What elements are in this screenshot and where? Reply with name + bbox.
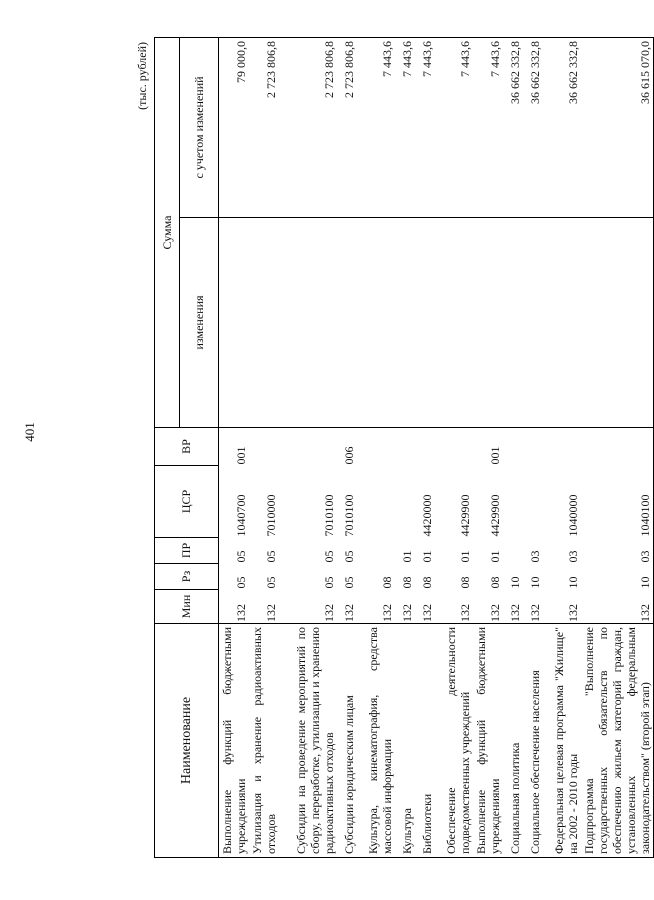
table-row <box>249 37 279 857</box>
row-name: Библиотеки <box>415 624 435 858</box>
table-row <box>395 37 415 857</box>
row-name: Федеральная целевая программа "Жилище" на 2002 - 2010 годы <box>543 624 581 858</box>
header-min: Мин <box>155 590 219 624</box>
row-rz: 05 <box>342 576 356 589</box>
table-row <box>503 37 523 857</box>
row-pr: 01 <box>458 550 472 563</box>
rotated-page <box>135 38 652 858</box>
row-name: Утилизация и хранение радиоактивных отходов <box>249 624 279 858</box>
row-total: 36 662 332,8 <box>523 37 543 217</box>
row-rz: 05 <box>264 576 278 589</box>
row-vr <box>523 428 543 466</box>
header-rz: Рз <box>155 564 219 590</box>
row-name: Социальная политика <box>503 624 523 858</box>
header-name: Наименование <box>155 624 219 858</box>
row-csr: 4429900 <box>458 494 472 537</box>
table-row <box>523 37 543 857</box>
row-pr: 03 <box>581 538 654 564</box>
row-min: 132 <box>420 604 434 622</box>
row-min: 132 <box>400 604 414 622</box>
row-total: 7 443,6 <box>357 37 395 217</box>
row-total: 7 443,6 <box>415 37 435 217</box>
row-rz: 10 <box>528 576 542 589</box>
row-name: Выполнение функций бюджетными учреждениями <box>219 624 250 858</box>
row-vr <box>543 428 581 466</box>
row-csr: 7010000 <box>264 494 278 537</box>
row-pr: 01 <box>400 550 414 563</box>
row-name: Субсидии на проведение мероприятий по сбору, переработке, утилизации и хранению радиоактивных отходов <box>279 624 337 858</box>
row-min: 132 <box>528 604 542 622</box>
row-rz: 10 <box>581 564 654 590</box>
row-pr: 05 <box>234 550 248 563</box>
row-csr: 4429900 <box>488 494 502 537</box>
row-total: 7 443,6 <box>435 37 473 217</box>
row-name: Обеспечение деятельности подведомственных учреждений <box>435 624 473 858</box>
page-number: 401 <box>21 422 37 442</box>
units-label: (тыс. рублей) <box>135 42 149 110</box>
row-pr <box>357 538 395 564</box>
row-min: 132 <box>342 604 356 622</box>
row-pr: 05 <box>264 550 278 563</box>
row-pr: 03 <box>528 550 542 563</box>
row-csr: 7010100 <box>342 494 356 537</box>
row-min: 132 <box>234 604 248 622</box>
row-rz: 08 <box>488 576 502 589</box>
row-name: Выполнение функций бюджетными учреждениями <box>473 624 503 858</box>
table-row <box>543 37 581 857</box>
row-csr: 1040000 <box>566 494 580 537</box>
row-csr: 7010100 <box>322 494 336 537</box>
row-csr: 4420000 <box>420 494 434 537</box>
row-rz: 08 <box>458 576 472 589</box>
row-changes <box>543 218 581 428</box>
row-total: 7 443,6 <box>473 37 503 217</box>
header-with-changes: с учетом изменений <box>180 37 219 217</box>
table-row <box>473 37 503 857</box>
row-min: 132 <box>508 604 522 622</box>
row-name: Подпрограмма "Выполнение государственных обязательств по обеспечению жильем категорий граждан, установленных федеральным законодательством" (второй этап) <box>581 624 654 858</box>
row-csr <box>523 466 543 538</box>
row-total: 2 723 806,8 <box>279 37 337 217</box>
table-body <box>219 37 654 857</box>
row-min: 132 <box>264 604 278 622</box>
row-vr: 006 <box>342 446 356 465</box>
row-name: Социальное обеспечение населения <box>523 624 543 858</box>
row-vr <box>435 428 473 466</box>
row-csr <box>357 466 395 538</box>
row-rz: 10 <box>566 576 580 589</box>
row-rz: 08 <box>380 576 394 589</box>
row-min: 132 <box>581 590 654 624</box>
row-vr <box>395 428 415 466</box>
budget-table <box>154 37 654 858</box>
row-changes <box>249 218 279 428</box>
table-row <box>337 37 357 857</box>
row-csr: 1040100 <box>581 466 654 538</box>
row-changes <box>435 218 473 428</box>
row-total: 36 615 070,0 <box>581 37 654 217</box>
row-vr: 001 <box>488 446 502 465</box>
row-name: Культура <box>395 624 415 858</box>
row-total: 79 000,0 <box>219 37 250 217</box>
row-changes <box>523 218 543 428</box>
row-vr <box>503 428 523 466</box>
row-rz: 05 <box>234 576 248 589</box>
header-csr: ЦСР <box>155 466 219 538</box>
row-name: Культура, кинематография, средства массовой информации <box>357 624 395 858</box>
table-row <box>219 37 250 857</box>
row-vr <box>581 428 654 466</box>
row-rz: 08 <box>400 576 414 589</box>
row-changes <box>279 218 337 428</box>
header-pr: ПР <box>155 538 219 564</box>
table-row <box>415 37 435 857</box>
row-total: 2 723 806,8 <box>337 37 357 217</box>
row-rz: 10 <box>508 576 522 589</box>
row-csr <box>503 466 523 538</box>
header-sum: Сумма <box>155 37 180 427</box>
table-row <box>435 37 473 857</box>
row-changes <box>395 218 415 428</box>
row-pr: 01 <box>488 550 502 563</box>
row-total: 36 662 332,8 <box>543 37 581 217</box>
row-vr <box>357 428 395 466</box>
row-changes <box>357 218 395 428</box>
row-vr: 001 <box>234 446 248 465</box>
row-changes <box>337 218 357 428</box>
header-changes: изменения <box>180 218 219 428</box>
row-total: 2 723 806,8 <box>249 37 279 217</box>
row-rz: 08 <box>420 576 434 589</box>
row-name: Субсидии юридическим лицам <box>337 624 357 858</box>
row-changes <box>219 218 250 428</box>
row-pr: 03 <box>566 550 580 563</box>
row-pr <box>503 538 523 564</box>
row-min: 132 <box>488 604 502 622</box>
row-pr: 01 <box>420 550 434 563</box>
row-vr <box>415 428 435 466</box>
row-csr <box>395 466 415 538</box>
row-vr <box>279 428 337 466</box>
table-row <box>357 37 395 857</box>
row-pr: 05 <box>322 550 336 563</box>
row-pr: 05 <box>342 550 356 563</box>
row-min: 132 <box>380 604 394 622</box>
row-changes <box>503 218 523 428</box>
row-min: 132 <box>322 604 336 622</box>
row-total: 36 662 332,8 <box>503 37 523 217</box>
table-row <box>279 37 337 857</box>
row-min: 132 <box>458 604 472 622</box>
header-vr: ВР <box>155 428 219 466</box>
row-vr <box>249 428 279 466</box>
row-total: 7 443,6 <box>395 37 415 217</box>
row-rz: 05 <box>322 576 336 589</box>
row-changes <box>415 218 435 428</box>
row-csr: 1040700 <box>234 494 248 537</box>
row-changes <box>473 218 503 428</box>
row-changes <box>581 218 654 428</box>
table-row <box>581 37 654 857</box>
row-min: 132 <box>566 604 580 622</box>
